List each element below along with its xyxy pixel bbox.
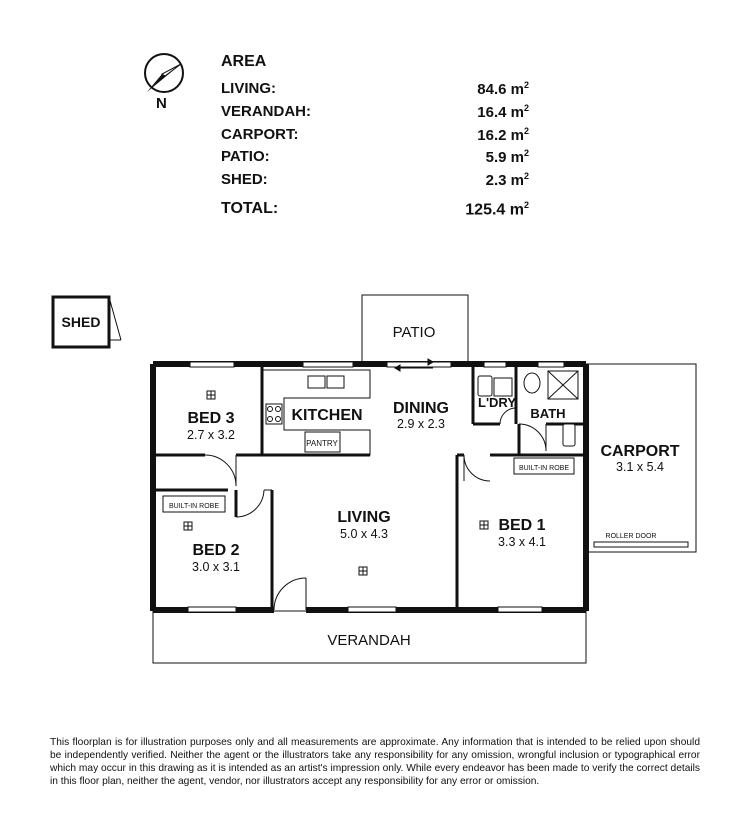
compass-label: N [156, 95, 167, 112]
roller-door [594, 542, 688, 547]
bed2-label: BED 2 [192, 542, 240, 559]
carport-dim: 3.1 x 5.4 [616, 460, 664, 474]
area-value: 16.4 $m^2$ [477, 103, 529, 121]
bed2-dim: 3.0 x 3.1 [192, 560, 240, 574]
area-value: 5.9 $m^2$ [485, 148, 529, 166]
living-label: LIVING [337, 509, 391, 526]
area-label: PATIO: [221, 148, 270, 165]
builtin-robe-bed1-label: BUILT-IN ROBE [518, 465, 570, 472]
area-label: SHED: [221, 171, 268, 188]
area-total-value: 125.4 $m^2$ [465, 200, 529, 219]
bed3-label: BED 3 [187, 410, 235, 427]
living-dim: 5.0 x 4.3 [340, 527, 388, 541]
kitchen-label: KITCHEN [291, 407, 363, 424]
builtin-robe-bed2-label: BUILT-IN ROBE [168, 503, 220, 510]
area-value: 16.2 $m^2$ [477, 126, 529, 144]
area-label: VERANDAH: [221, 103, 311, 120]
bed1-label: BED 1 [498, 517, 546, 534]
area-value: 2.3 $m^2$ [485, 171, 529, 189]
bath-label: BATH [530, 406, 566, 421]
area-total-label: TOTAL: [221, 200, 279, 217]
shed-label: SHED [61, 314, 101, 330]
roller-door-label: ROLLER DOOR [605, 533, 657, 540]
bed3-dim: 2.7 x 3.2 [187, 428, 235, 442]
patio-label: PATIO [392, 324, 436, 341]
pantry-label: PANTRY [306, 439, 338, 448]
dining-label: DINING [393, 400, 449, 417]
area-value: 84.6 $m^2$ [477, 80, 529, 98]
area-title: AREA [221, 53, 267, 70]
dining-dim: 2.9 x 2.3 [397, 417, 445, 431]
area-label: LIVING: [221, 80, 276, 97]
laundry-label: L'DRY [478, 395, 516, 410]
verandah-label: VERANDAH [327, 632, 411, 649]
carport-label: CARPORT [600, 443, 680, 460]
bed1-dim: 3.3 x 4.1 [498, 535, 546, 549]
area-label: CARPORT: [221, 126, 299, 143]
disclaimer-text: This floorplan is for illustration purposes only and all measurements are approximate. Any information that is intended to be relied upon should be independently verified. Neither the agent or the illustrators take any responsibility for any omission, wrongful inclusion or typographical error which may occur in this drawing as it is intended as an artist's impression only. While every endeavor has been made to verify the correct details in this floor plan, neither the agent, vendor, nor illustrators accept any responsibility for any error or omission. [50, 737, 700, 787]
